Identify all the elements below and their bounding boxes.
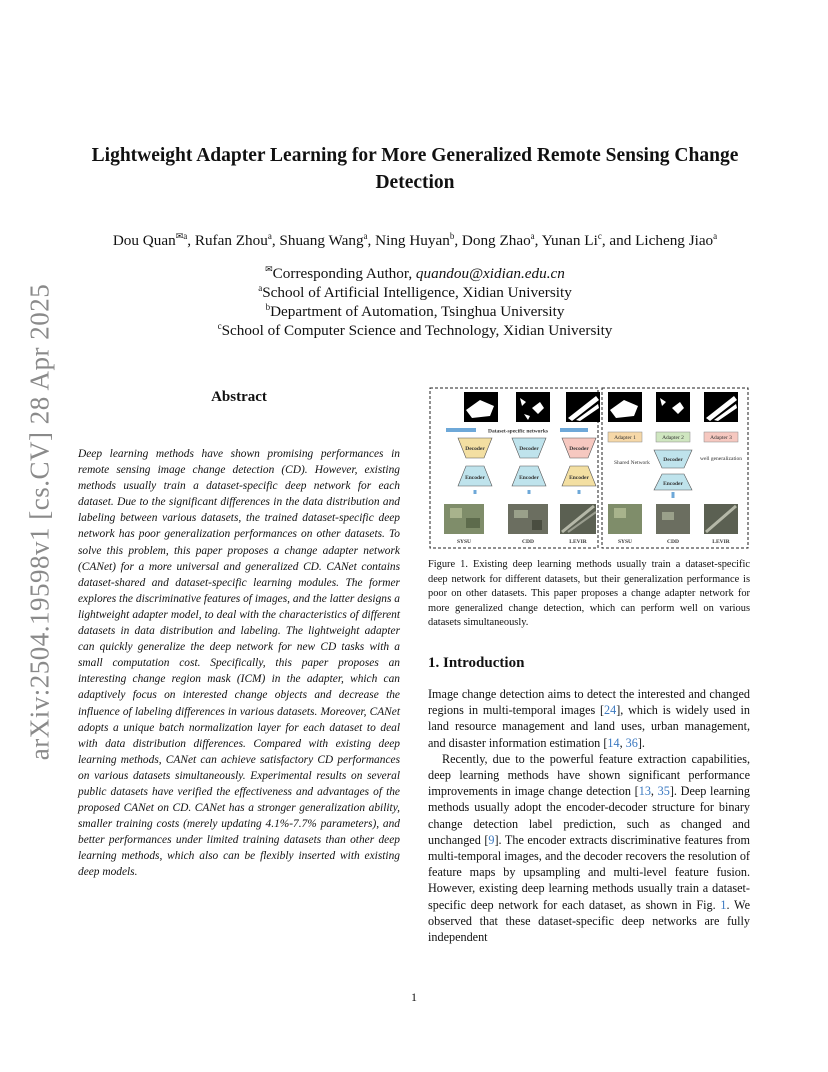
affil-text: School of Computer Science and Technology, Xidian University (221, 322, 613, 339)
author-sup: b (449, 230, 455, 241)
encoder-label: Encoder (663, 481, 683, 487)
paper-title: Lightweight Adapter Learning for More Generalized Remote Sensing Change Detection (91, 145, 739, 193)
dataset-label: CDD (667, 539, 679, 545)
change-map-image (516, 392, 550, 422)
corresponding-label: Corresponding Author, (272, 265, 416, 282)
author-sup: ✉a (175, 230, 188, 241)
affiliation-b (60, 302, 770, 321)
citation-link[interactable]: 9 (488, 832, 495, 847)
page-number: 1 (411, 990, 417, 1004)
abstract-heading: Abstract (211, 389, 267, 405)
figure-1-caption: Figure 1. Existing deep learning methods usually train a dataset-specific deep network for different datasets, but their generalization performance is poor on other datasets. This paper proposes a change adapter network for more generalized change detection, which can perform well on various datasets simultaneously. (428, 559, 750, 628)
affil-text: Department of Automation, Tsinghua University (270, 303, 565, 320)
author-name: Dong Zhao (461, 232, 531, 249)
up-arrow-icon (475, 490, 579, 494)
corresponding-author-line (60, 264, 770, 283)
author-sup: a (363, 230, 368, 241)
shared-network-label: Shared Network (614, 460, 650, 466)
affiliation-c (60, 321, 770, 340)
encoder-label: Encoder (569, 475, 589, 481)
author-name: Shuang Wang (279, 232, 364, 249)
introduction-text (428, 686, 750, 945)
corresponding-email[interactable]: quandou@xidian.edu.cn (415, 265, 565, 282)
figure-1 (428, 386, 750, 550)
arxiv-sidebar (20, 282, 60, 762)
author-name: Yunan Li (541, 232, 598, 249)
right-input-images (608, 504, 738, 545)
decoder-label: Decoder (519, 446, 539, 452)
affiliation-a (60, 283, 770, 302)
left-stacks (458, 438, 596, 494)
affil-sup: b (265, 301, 271, 312)
author-sup: a (530, 230, 535, 241)
well-generalization-label: well generalization (700, 456, 742, 462)
dataset-label: CDD (522, 539, 534, 545)
dataset-label: SYSU (456, 539, 472, 545)
left-input-images (444, 504, 596, 545)
citation-link[interactable]: 13 (638, 784, 651, 799)
abstract-text: Deep learning methods have shown promising performances in remote sensing image change detection (CD). However, existing methods usually train a dataset-specific deep network for each dataset. Due to the significant differences in the data distribution and labeling between various datasets, the trained dataset-specific deep network has poor generalization performances on other datasets. To solve this problem, this paper proposes a change adapter network (CANet) for a more universal and generalized CD. CANet contains dataset-shared and dataset-specific learning modules. The former explores the discriminative features of images, and the latter designs a lightweight adapter model, to deal with the characteristics of different datasets in data distribution and labeling. The lightweight adapter can quickly generalize the deep network for new CD tasks with a small computation cost. Specifically, this paper proposes an interesting change region mask (ICM) in the adapter, which can adaptively focus on interested change objects and decrease the influence of labeling differences in various datasets. Moreover, CANet adopts a unique batch normalization layer for each dataset to deal with data distribution differences. Compared with existing deep learning methods, CANet can achieve satisfactory CD performances on various datasets simultaneously. Experimental results on several public datasets have verified the effectiveness and advantages of the proposed CANet on CD. CANet has a stronger generalization ability, smaller training costs (merely updating 4.1%-7.7% parameters), and better performances under limited training datasets than other deep learning methods, which also can be flexibly inserted with existing deep models. (78, 448, 400, 879)
shared-network (614, 450, 742, 498)
left-change-maps (464, 392, 600, 422)
dataset-label: SYSU (617, 539, 633, 545)
adapter-label: Adapter 1 (614, 435, 636, 441)
affil-text: School of Artificial Intelligence, Xidian University (262, 284, 572, 301)
intro-paragraph-1: Image change detection aims to detect the interested and changed regions in multi-temporal images [24], which is widely used in land resource management and land uses, urban management, and disaster information estimation [14, 36]. (428, 687, 750, 750)
figure-1-diagram (428, 386, 750, 550)
left-banner-text: Dataset-specific networks (487, 428, 549, 435)
affiliations (60, 264, 770, 340)
intro-paragraph-2: Recently, due to the powerful feature extraction capabilities, deep learning methods have shown significant performance improvements in image change detection [13, 35]. Deep learning methods usually adopt the encoder-decoder structure for binary change detection label prediction, such as changed and unchanged [9]. The encoder extracts discriminative features from multi-temporal images, and the decoder recovers the resolution of feature maps by upsampling and multi-level feature fusion. However, existing deep learning methods usually train a dataset-specific deep network for each dataset, as shown in Fig. 1. We observed that these dataset-specific deep networks are fully independent (428, 751, 750, 945)
encoder-label: Encoder (465, 475, 485, 481)
citation-link[interactable]: 24 (604, 703, 617, 718)
affil-sup: a (258, 282, 263, 293)
adapter-label: Adapter 2 (662, 435, 684, 441)
envelope-icon: ✉ (265, 263, 273, 274)
author-list: Dou Quan$^{✉a}$, Rufan Zhou$^a$, Shuang Wang$^a$, Ning Huyan$^b$, Dong Zhao$^a$, Yunan Li$^c$, and Licheng Jiao$^a$ (112, 230, 718, 249)
section-heading: 1. Introduction (428, 655, 525, 671)
right-change-maps (608, 392, 738, 422)
dataset-label: LEVIR (712, 539, 730, 545)
change-map-image (656, 392, 690, 422)
decoder-label: Decoder (663, 457, 683, 463)
citation-link[interactable]: 36 (625, 735, 638, 750)
dataset-label: LEVIR (569, 539, 587, 545)
left-banner (446, 425, 588, 435)
decoder-label: Decoder (465, 446, 485, 452)
encoder-label: Encoder (519, 475, 539, 481)
figure-reference-link[interactable]: 1 (720, 897, 727, 912)
citation-link[interactable]: 14 (607, 735, 620, 750)
author-name: and Licheng Jiao (609, 232, 714, 249)
author-sup: a (713, 230, 718, 241)
decoder-label: Decoder (569, 446, 589, 452)
author-name: Dou Quan (112, 232, 176, 249)
author-sup: a (267, 230, 272, 241)
affil-sup: c (217, 320, 222, 331)
arxiv-id: arXiv:2504.19598v1 [cs.CV] 28 Apr 2025 (24, 283, 55, 761)
citation-link[interactable]: 35 (657, 784, 670, 799)
author-sup: c (597, 230, 602, 241)
adapter-label: Adapter 3 (710, 435, 732, 441)
author-name: Rufan Zhou (194, 232, 268, 249)
adapters (608, 432, 738, 442)
author-name: Ning Huyan (375, 232, 450, 249)
